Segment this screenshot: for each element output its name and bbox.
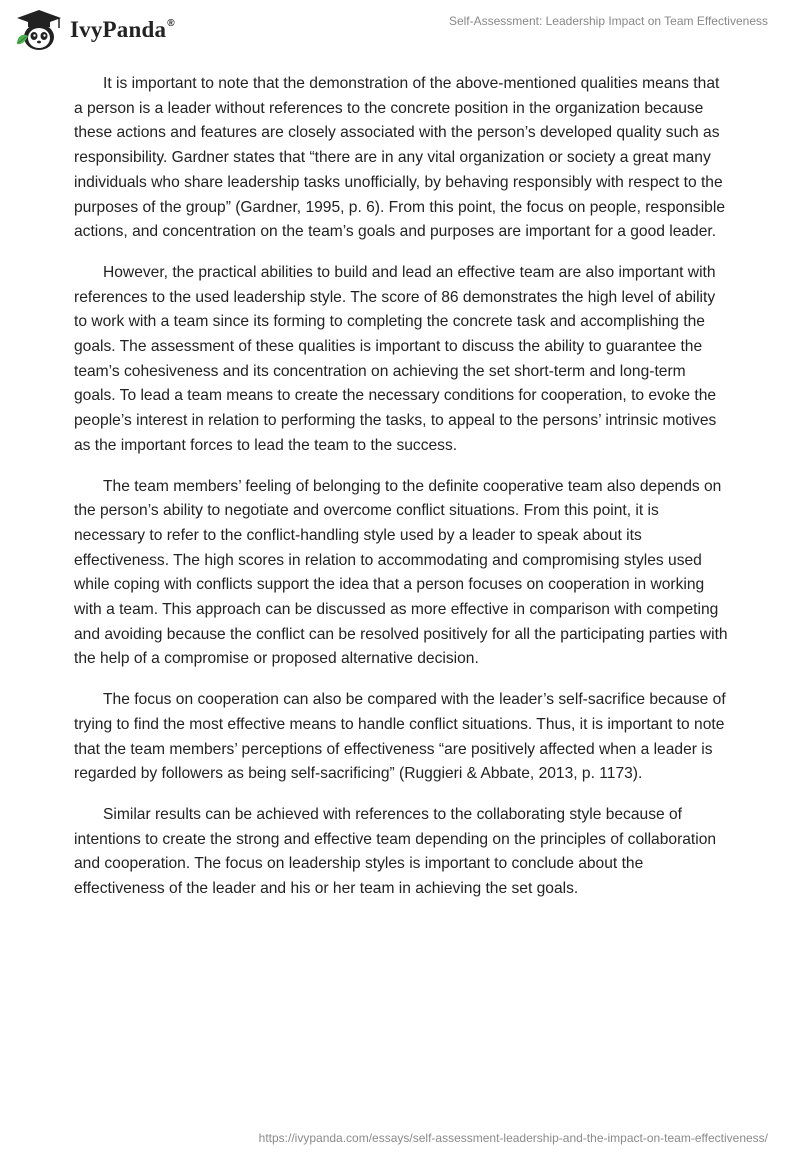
paragraph: The focus on cooperation can also be compared with the leader’s self-sacrifice because of trying to find the most effective means to handle conflict situations. Thus, it is important to note that the team members’ perceptions of effectiveness “are positively affected when a leader is regarded by followers as being self-sacrificing” (Ruggieri & Abbate, 2013, p. 1173). xyxy=(74,691,726,783)
paragraph: However, the practical abilities to build and lead an effective team are also important with references to the used leadership style. The score of 86 demonstrates the high level of ability to work with a team since its forming to completing the concrete task and accomplishing the goals. The assessment of these qualities is important to discuss the ability to guarantee the team’s cohesiveness and its concentration on achieving the set short-term and long-term goals. To lead a team means to create the necessary conditions for cooperation, to evoke the people’s interest in relation to performing the tasks, to appeal to the persons’ intrinsic motives as the important forces to lead the team to the success. xyxy=(74,263,717,454)
essay-body xyxy=(74,72,728,918)
page-header xyxy=(0,0,800,60)
panda-graduation-cap-icon xyxy=(14,8,64,52)
paragraph: It is important to note that the demonstration of the above-mentioned qualities means that a person is a leader without references to the concrete position in the organization because these actions and features are closely associated with the person’s developed quality such as responsibility. Gardner states that “there are in any vital organization or society a great many individuals who share leadership tasks unofficially, by behaving responsibly with respect to the purposes of the group” (Gardner, 1995, p. 6). From this point, the focus on people, responsible actions, and concentration on the team’s goals and purposes are important for a good leader. xyxy=(74,75,725,241)
registered-mark: ® xyxy=(167,18,175,29)
paragraph: Similar results can be achieved with references to the collaborating style because of intentions to create the strong and effective team depending on the principles of collaboration and cooperation. The focus on leadership styles is important to conclude about the effectiveness of the leader and his or her team in achieving the set goals. xyxy=(74,805,717,898)
logo-text: IvyPanda® xyxy=(70,17,175,42)
source-url[interactable]: https://ivypanda.com/essays/self-assessment-leadership-and-the-impact-on-team-effectiveness/ xyxy=(258,1131,768,1145)
paragraph: The team members’ feeling of belonging to the definite cooperative team also depends on the person’s ability to negotiate and overcome conflict situations. From this point, it is necessary to refer to the conflict-handling style used by a leader to speak about its effectiveness. The high scores in relation to accommodating and compromising styles used while coping with conflicts support the idea that a person focuses on cooperation in working with a team. This approach can be discussed as more effective in comparison with competing and avoiding because the conflict can be resolved positively for all the participating parties with the help of a compromise or proposed alternative decision. xyxy=(74,477,728,668)
ivypanda-logo[interactable] xyxy=(14,8,175,52)
document-title: Self-Assessment: Leadership Impact on Team Effectiveness xyxy=(448,14,768,28)
